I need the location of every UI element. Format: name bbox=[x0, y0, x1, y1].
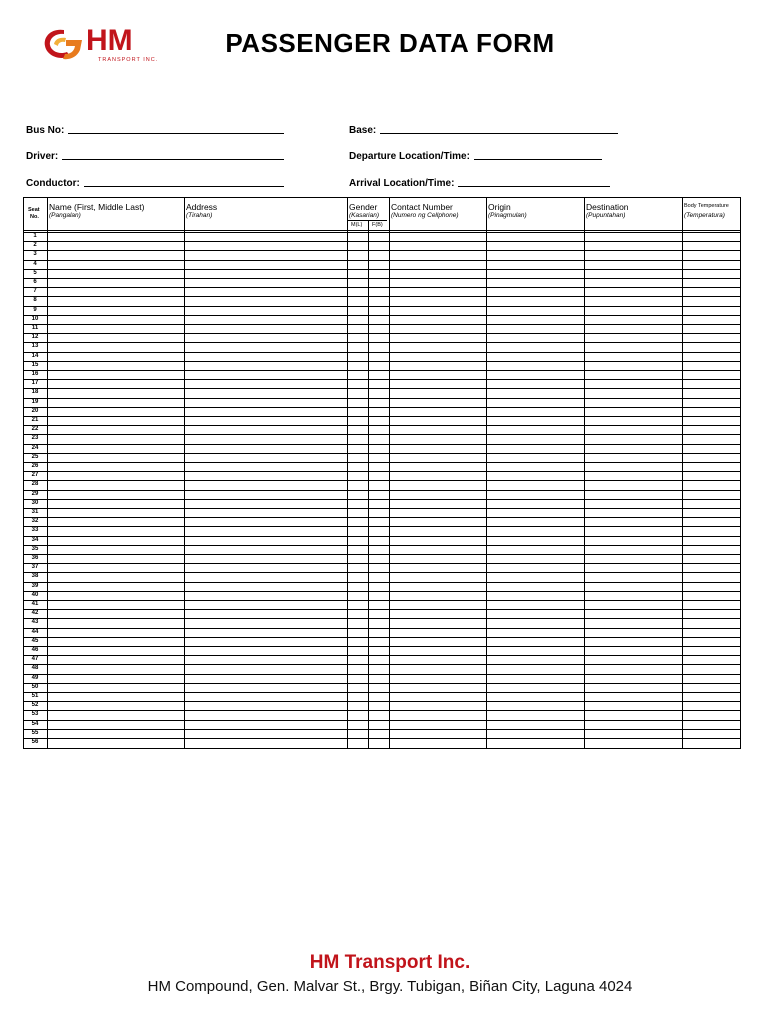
seat-number: 21 bbox=[31, 417, 39, 423]
seat-number: 41 bbox=[31, 601, 39, 607]
col-gender-header: Gender bbox=[349, 202, 378, 212]
table-row[interactable] bbox=[24, 545, 740, 546]
table-row[interactable] bbox=[24, 637, 740, 638]
gender-female-header: F(B) bbox=[372, 222, 383, 228]
seat-number: 47 bbox=[31, 656, 39, 663]
seat-number: 9 bbox=[33, 306, 37, 313]
table-row[interactable] bbox=[24, 269, 740, 270]
seat-number: 26 bbox=[31, 463, 39, 469]
conductor-label: Conductor: bbox=[26, 178, 80, 189]
footer-company: HM Transport Inc. bbox=[309, 952, 471, 973]
table-row[interactable] bbox=[24, 674, 740, 675]
col-address-sub: (Tirahan) bbox=[186, 212, 213, 219]
departure-field[interactable] bbox=[349, 151, 602, 162]
table-row[interactable] bbox=[24, 333, 740, 334]
table-row[interactable] bbox=[24, 628, 740, 629]
table-row[interactable] bbox=[24, 416, 740, 417]
seat-number: 52 bbox=[31, 702, 39, 709]
seat-number: 10 bbox=[31, 315, 39, 322]
driver-field[interactable] bbox=[26, 151, 284, 162]
bus-no-field[interactable] bbox=[26, 125, 284, 136]
table-row[interactable] bbox=[24, 250, 740, 251]
table-row[interactable] bbox=[24, 306, 740, 307]
table-row[interactable] bbox=[24, 554, 740, 555]
table-row[interactable] bbox=[24, 490, 740, 491]
seat-number: 11 bbox=[31, 325, 39, 331]
seat-number: 56 bbox=[31, 739, 39, 745]
table-row[interactable] bbox=[24, 572, 740, 573]
table-row[interactable] bbox=[24, 444, 740, 445]
seat-number: 54 bbox=[31, 720, 39, 727]
seat-number: 53 bbox=[31, 711, 39, 718]
seat-number: 25 bbox=[31, 453, 39, 460]
table-row[interactable] bbox=[24, 664, 740, 665]
col-divider bbox=[347, 198, 348, 748]
table-row[interactable] bbox=[24, 563, 740, 564]
col-temperature-sub: (Temperatura) bbox=[684, 212, 725, 219]
seat-number: 8 bbox=[33, 297, 37, 304]
table-row[interactable] bbox=[24, 370, 740, 371]
table-row[interactable] bbox=[24, 517, 740, 518]
seat-number: 2 bbox=[33, 242, 37, 249]
table-row[interactable] bbox=[24, 407, 740, 408]
seat-number: 31 bbox=[31, 509, 39, 515]
base-field[interactable] bbox=[349, 125, 618, 136]
seat-number: 49 bbox=[31, 674, 39, 681]
col-contact-header: Contact Number bbox=[391, 202, 453, 212]
table-row[interactable] bbox=[24, 600, 740, 601]
table-row[interactable] bbox=[24, 646, 740, 647]
arrival-line[interactable] bbox=[458, 185, 610, 187]
logo-subtext: TRANSPORT INC. bbox=[98, 57, 159, 63]
seat-number: 28 bbox=[31, 481, 39, 488]
table-row[interactable] bbox=[24, 655, 740, 656]
table-row[interactable] bbox=[24, 683, 740, 684]
bus-no-label: Bus No: bbox=[26, 125, 65, 136]
table-row[interactable] bbox=[24, 480, 740, 481]
seat-number: 46 bbox=[31, 647, 39, 653]
col-divider bbox=[584, 198, 585, 748]
col-address-header: Address bbox=[186, 202, 218, 212]
seat-number: 13 bbox=[31, 343, 39, 350]
table-row[interactable] bbox=[24, 471, 740, 472]
driver-line[interactable] bbox=[62, 158, 284, 160]
seat-number: 22 bbox=[31, 426, 39, 433]
col-gender-sub: (Kasarian) bbox=[349, 212, 379, 219]
table-row[interactable] bbox=[24, 352, 740, 353]
departure-line[interactable] bbox=[474, 158, 602, 160]
col-temperature-header: Body Temperature bbox=[684, 203, 729, 209]
seat-number: 27 bbox=[31, 472, 39, 479]
header-bottom-line bbox=[24, 232, 740, 233]
table-row[interactable] bbox=[24, 591, 740, 592]
seat-number: 23 bbox=[31, 435, 39, 442]
seat-number: 55 bbox=[31, 729, 39, 736]
gender-sub-divider bbox=[347, 220, 387, 221]
driver-label: Driver: bbox=[26, 151, 59, 162]
table-row[interactable] bbox=[24, 738, 740, 739]
seat-number: 35 bbox=[31, 545, 39, 552]
col-divider bbox=[389, 198, 390, 748]
table-row[interactable] bbox=[24, 526, 740, 527]
table-row[interactable] bbox=[24, 388, 740, 389]
seat-number: 12 bbox=[31, 334, 39, 341]
base-line[interactable] bbox=[380, 132, 618, 134]
seat-header: Seat bbox=[28, 207, 40, 213]
seat-number: 1 bbox=[33, 233, 37, 239]
table-row[interactable] bbox=[24, 508, 740, 509]
table-row[interactable] bbox=[24, 536, 740, 537]
col-name-header: Name (First, Middle Last) bbox=[49, 202, 145, 212]
col-divider bbox=[486, 198, 487, 748]
table-row[interactable] bbox=[24, 241, 740, 242]
seat-number: 34 bbox=[31, 536, 39, 543]
seat-number: 48 bbox=[31, 665, 39, 672]
table-row[interactable] bbox=[24, 692, 740, 693]
table-row[interactable] bbox=[24, 499, 740, 500]
col-divider bbox=[184, 198, 185, 748]
conductor-line[interactable] bbox=[84, 185, 284, 187]
table-row[interactable] bbox=[24, 379, 740, 380]
table-row[interactable] bbox=[24, 609, 740, 610]
seat-number: 51 bbox=[31, 693, 39, 699]
seat-number: 33 bbox=[31, 527, 39, 534]
table-row[interactable] bbox=[24, 720, 740, 721]
table-row[interactable] bbox=[24, 462, 740, 463]
bus-no-line[interactable] bbox=[68, 132, 284, 134]
col-origin-header: Origin bbox=[488, 202, 511, 212]
col-name-sub: (Pangalan) bbox=[49, 212, 81, 219]
seat-number: 5 bbox=[33, 269, 37, 276]
seat-number: 37 bbox=[31, 564, 39, 571]
seat-number: 6 bbox=[33, 279, 37, 285]
arrival-field[interactable] bbox=[349, 178, 610, 189]
seat-number: 17 bbox=[31, 380, 39, 387]
arrival-label: Arrival Location/Time: bbox=[349, 178, 455, 189]
seat-number: 50 bbox=[31, 683, 39, 690]
seat-number: 24 bbox=[31, 444, 39, 451]
header-bottom-line bbox=[24, 230, 740, 231]
table-row[interactable] bbox=[24, 434, 740, 435]
logo-text: HM bbox=[86, 24, 133, 57]
col-destination-sub: (Pupuntahan) bbox=[586, 212, 626, 219]
table-row[interactable] bbox=[24, 315, 740, 316]
seat-number: 3 bbox=[33, 251, 37, 258]
col-divider bbox=[682, 198, 683, 748]
table-row[interactable] bbox=[24, 701, 740, 702]
form-title: PASSENGER DATA FORM bbox=[225, 28, 555, 58]
seat-number: 40 bbox=[31, 591, 39, 598]
seat-number: 36 bbox=[31, 555, 39, 561]
seat-number: 39 bbox=[31, 582, 39, 589]
table-row[interactable] bbox=[24, 618, 740, 619]
table-row[interactable] bbox=[24, 710, 740, 711]
table-row[interactable] bbox=[24, 398, 740, 399]
seat-number: 43 bbox=[31, 619, 39, 626]
seat-number: 38 bbox=[31, 573, 39, 580]
col-divider bbox=[368, 220, 369, 748]
table-row[interactable] bbox=[24, 287, 740, 288]
table-row[interactable] bbox=[24, 453, 740, 454]
col-contact-sub: (Numero ng Cellphone) bbox=[391, 212, 459, 219]
seat-number: 45 bbox=[31, 637, 39, 644]
departure-label: Departure Location/Time: bbox=[349, 151, 470, 162]
seat-number: 18 bbox=[31, 389, 39, 396]
seat-number: 14 bbox=[31, 352, 39, 359]
col-destination-header: Destination bbox=[586, 202, 629, 212]
table-row[interactable] bbox=[24, 361, 740, 362]
seat-number: 32 bbox=[31, 518, 39, 525]
table-row[interactable] bbox=[24, 324, 740, 325]
passenger-table bbox=[23, 197, 741, 749]
seat-number: 19 bbox=[31, 398, 39, 405]
seat-number: 44 bbox=[31, 628, 39, 635]
base-label: Base: bbox=[349, 125, 377, 136]
table-row[interactable] bbox=[24, 729, 740, 730]
seat-header-no: No. bbox=[30, 214, 39, 220]
conductor-field[interactable] bbox=[26, 178, 284, 189]
table-row[interactable] bbox=[24, 260, 740, 261]
table-row[interactable] bbox=[24, 582, 740, 583]
table-row[interactable] bbox=[24, 425, 740, 426]
seat-number: 15 bbox=[31, 361, 39, 368]
col-divider bbox=[47, 198, 48, 748]
seat-number: 7 bbox=[33, 288, 37, 295]
seat-number: 30 bbox=[31, 499, 39, 506]
gender-male-header: M(L) bbox=[351, 222, 363, 228]
seat-number: 4 bbox=[33, 260, 37, 267]
seat-number: 42 bbox=[31, 610, 39, 617]
seat-number: 20 bbox=[31, 407, 39, 414]
table-row[interactable] bbox=[24, 342, 740, 343]
seat-number: 29 bbox=[31, 490, 39, 497]
footer-address: HM Compound, Gen. Malvar St., Brgy. Tubigan, Biñan City, Laguna 4024 bbox=[147, 978, 633, 995]
table-row[interactable] bbox=[24, 296, 740, 297]
seat-number: 16 bbox=[31, 371, 39, 377]
col-origin-sub: (Pinagmulan) bbox=[488, 212, 527, 219]
table-row[interactable] bbox=[24, 278, 740, 279]
